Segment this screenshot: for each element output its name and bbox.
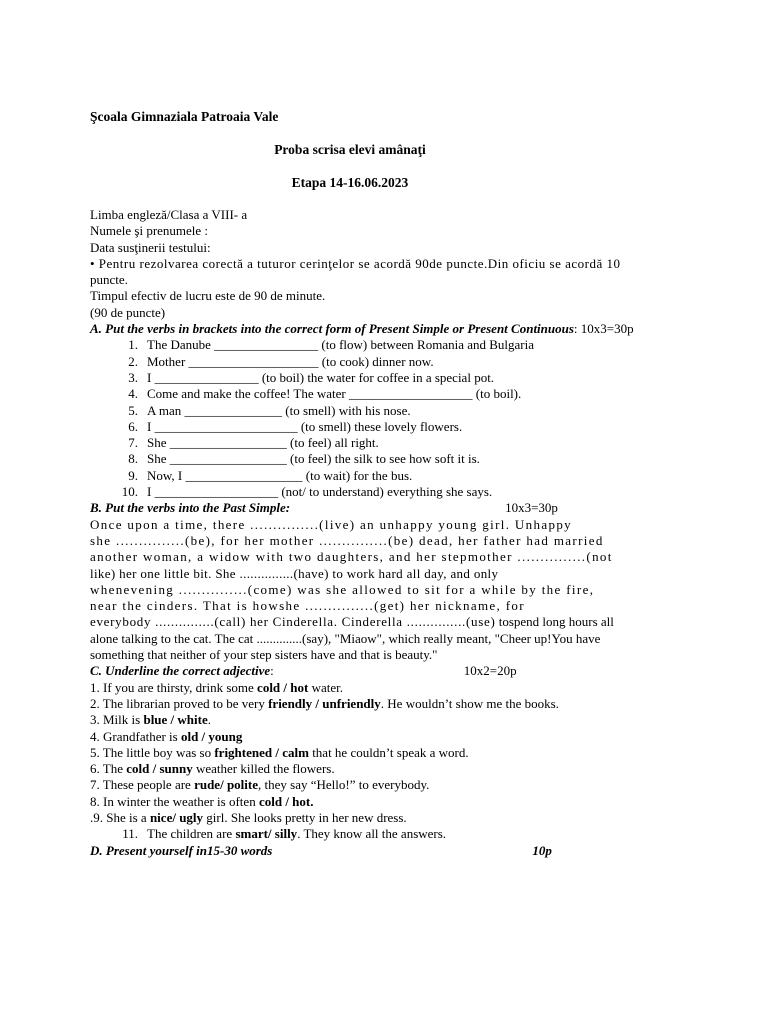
section-a-heading: A. Put the verbs in brackets into the correct form of Present Simple or Present Continuous: 10x3=30p <box>90 321 634 337</box>
story-line: another woman, a widow with two daughters, and her stepmother ...............(not <box>90 549 613 565</box>
list-item: 11. The children are smart/ silly. They know all the answers. <box>122 826 447 842</box>
worksheet-body <box>90 207 680 859</box>
name-field-label: Numele şi prenumele : <box>90 223 209 239</box>
list-item: 1. If you are thirsty, drink some cold / hot water. <box>90 679 343 695</box>
section-b-story <box>90 517 680 664</box>
list-item: 6. I ______________________ (to smell) these lovely flowers. <box>128 418 463 434</box>
section-d-heading: D. Present yourself in15-30 words 10p <box>90 842 552 858</box>
section-d-points: 10p <box>532 842 552 858</box>
list-item: 5. The little boy was so frightened / calm that he couldn’t speak a word. <box>90 744 469 760</box>
list-item: 2. Mother ____________________ (to cook) dinner now. <box>128 353 434 369</box>
story-line: she ...............(be), for her mother ...............(be) dead, her father had married <box>90 532 604 548</box>
section-b-points: 10x3=30p <box>505 500 558 516</box>
list-item: 3. I ________________ (to boil) the water for coffee in a special pot. <box>128 369 495 385</box>
list-item: 7. These people are rude/ polite, they say “Hello!” to everybody. <box>90 777 430 793</box>
test-title: Proba scrisa elevi amânaţi <box>274 142 426 157</box>
list-item: 7. She __________________ (to feel) all right. <box>128 435 379 451</box>
story-line: everybody ...............(call) her Cinderella. Cinderella ...............(use) tospend long hours all <box>90 614 614 630</box>
story-line: something that neither of your step sisters have and that is beauty." <box>90 647 438 663</box>
story-line: near the cinders. That is howshe ...............(get) her nickname, for <box>90 598 525 614</box>
section-c-heading: C. Underline the correct adjective: 10x2=20p <box>90 663 517 679</box>
list-item: 4. Come and make the coffee! The water ___________________ (to boil). <box>128 386 522 402</box>
story-line: Once upon a time, there ...............(live) an unhappy young girl. Unhappy <box>90 516 573 532</box>
subject-line: Limba engleză/Clasa a VIII- a <box>90 207 248 222</box>
list-item: 2. The librarian proved to be very friendly / unfriendly. He wouldn’t show me the books. <box>90 695 559 711</box>
story-line: whenevening ...............(come) was she allowed to sit for a while by the fire, <box>90 581 595 597</box>
list-item: .9. She is a nice/ ugly girl. She looks pretty in her new dress. <box>90 809 407 825</box>
list-item: 6. The cold / sunny weather killed the flowers. <box>90 761 335 777</box>
scoring-note-cont: puncte. <box>90 272 128 288</box>
time-note: Timpul efectiv de lucru este de 90 de minute. <box>90 288 326 304</box>
section-a-list <box>90 337 680 500</box>
test-stage: Etapa 14-16.06.2023 <box>291 175 409 190</box>
list-item: 8. She __________________ (to feel) the silk to see how soft it is. <box>128 451 480 467</box>
section-a-points: : 10x3=30p <box>573 321 634 337</box>
total-points: (90 de puncte) <box>90 304 166 320</box>
school-name: Şcoala Gimnaziala Patroaia Vale <box>90 109 279 124</box>
list-item: 9. Now, I __________________ (to wait) for the bus. <box>128 467 413 483</box>
list-item: 10. I ___________________ (not/ to understand) everything she says. <box>121 484 493 500</box>
section-c-points: 10x2=20p <box>463 663 517 679</box>
list-item: 8. In winter the weather is often cold / hot. <box>90 793 314 809</box>
list-item: 1. The Danube ________________ (to flow) between Romania and Bulgaria <box>128 337 535 353</box>
list-item: 5. A man _______________ (to smell) with his nose. <box>128 402 411 418</box>
story-line: like) her one little bit. She ...............(have) to work hard all day, and only <box>90 565 499 581</box>
story-line: alone talking to the cat. The cat ..............(say), "Miaow", which really meant, "Cheer up!You have <box>90 630 601 646</box>
date-field-label: Data susţinerii testului: <box>90 239 211 255</box>
section-c-list <box>90 680 680 843</box>
list-item: 4. Grandfather is old / young <box>90 728 243 744</box>
section-b-heading: B. Put the verbs into the Past Simple: 10x3=30p <box>90 500 680 516</box>
list-item: 3. Milk is blue / white. <box>90 712 212 728</box>
scoring-note: • Pentru rezolvarea corectă a tuturor cerinţelor se acordă 90de puncte.Din oficiu se acordă 10 <box>90 255 621 271</box>
